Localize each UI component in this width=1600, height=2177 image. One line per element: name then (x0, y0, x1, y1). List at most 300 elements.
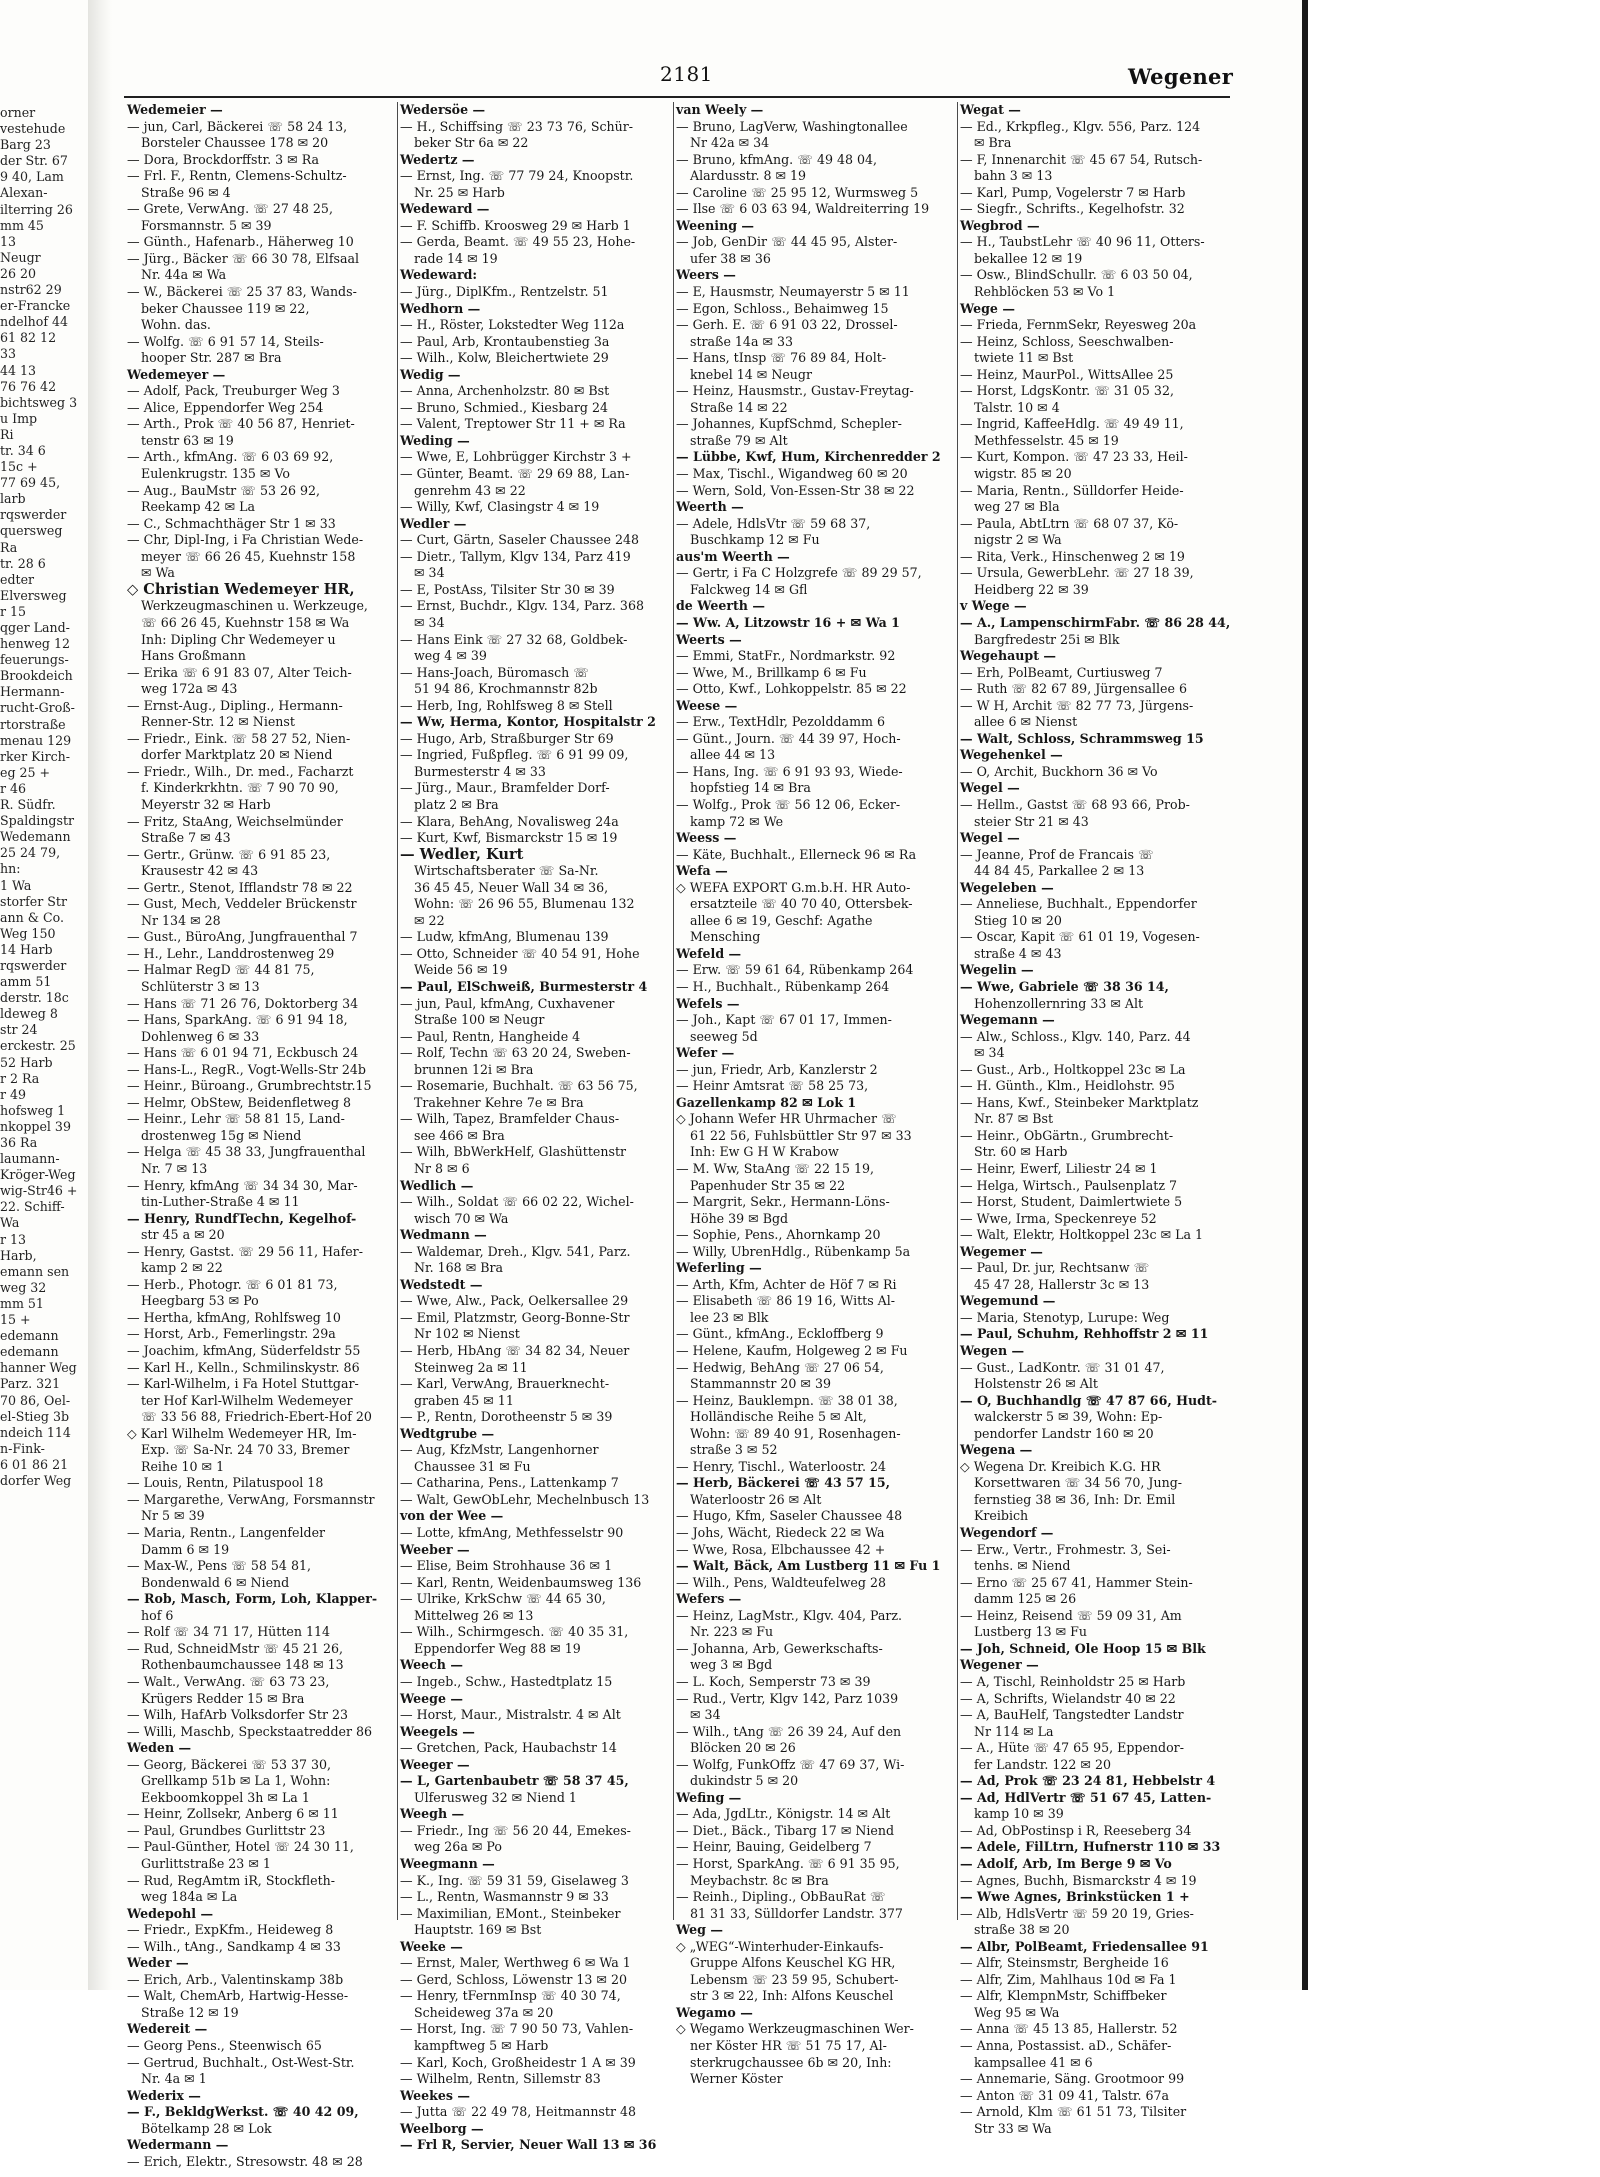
directory-entry: — Hans Eink ☏ 27 32 68, Goldbek- (400, 631, 628, 647)
directory-entry: 81 31 33, Sülldorfer Landstr. 377 (690, 1905, 903, 1921)
directory-entry: — Jürg., DiplKfm., Rentzelstr. 51 (400, 284, 609, 300)
directory-entry: Trakehner Kehre 7e ✉ Bra (414, 1094, 584, 1110)
directory-entry: dukindstr 5 ✉ 20 (690, 1773, 799, 1789)
directory-entry: ter Hof Karl-Wilhelm Wedemeyer (141, 1392, 353, 1408)
directory-entry: damm 125 ✉ 26 (974, 1591, 1077, 1607)
directory-entry: Stieg 10 ✉ 20 (974, 912, 1062, 928)
directory-entry: Heegbarg 53 ✉ Po (141, 1293, 259, 1309)
directory-entry: — Egon, Schloss., Behaimweg 15 (676, 300, 889, 316)
directory-entry: — Günt., kfmAng., Eckloffberg 9 (676, 1326, 884, 1342)
directory-entry: — Erw., TextHdlr, Pezolddamm 6 (676, 714, 885, 730)
directory-entry: — Arth., Prok ☏ 40 56 87, Henriet- (127, 416, 355, 432)
directory-entry: — Paul-Günther, Hotel ☏ 24 30 11, (127, 1839, 354, 1855)
directory-entry: — H., Schiffsing ☏ 23 73 76, Schür- (400, 118, 634, 134)
directory-column-1 (127, 102, 394, 2169)
directory-entry: — Ernst, Ing. ☏ 77 79 24, Knoopstr. (400, 168, 634, 184)
directory-entry: Reihe 10 ✉ 1 (141, 1458, 225, 1474)
directory-entry: — Willy, Kwf, Clasingstr 4 ✉ 19 (400, 499, 600, 515)
previous-page-fragment: str 24 (0, 1022, 38, 1038)
directory-entry: Kreibich (974, 1508, 1029, 1524)
directory-entry: weg 27 ✉ Bla (974, 499, 1060, 515)
directory-entry: — Catharina, Pens., Lattenkamp 7 (400, 1475, 619, 1491)
directory-entry: weg 172a ✉ 43 (141, 681, 238, 697)
directory-entry: — A, Schrifts, Wielandstr 40 ✉ 22 (960, 1690, 1176, 1706)
directory-entry: allee 6 ✉ Nienst (974, 714, 1078, 730)
directory-entry: — Henry, Gastst. ☏ 29 56 11, Hafer- (127, 1243, 363, 1259)
directory-entry: — Wolfg. ☏ 6 91 57 14, Steils- (127, 333, 324, 349)
directory-entry: — Johanna, Arb, Gewerkschafts- (676, 1640, 883, 1656)
directory-entry: — A, Tischl, Reinholdstr 25 ✉ Harb (960, 1673, 1186, 1689)
directory-entry: — W H, Archit ☏ 82 77 73, Jürgens- (960, 697, 1194, 713)
directory-entry: — Rud, SchneidMstr ☏ 45 21 26, (127, 1640, 343, 1656)
directory-entry: — Ed., Krkpfleg., Klgv. 556, Parz. 124 (960, 118, 1201, 134)
directory-entry: sterkrugchaussee 6b ✉ 20, Inh: (690, 2054, 892, 2070)
directory-entry: — Elise, Beim Strohhause 36 ✉ 1 (400, 1558, 613, 1574)
previous-page-fragment: eg 25 + (0, 764, 51, 780)
directory-entry: — Johannes, KupfSchmd, Schepler- (676, 416, 902, 432)
previous-page-fragment: r 15 (0, 603, 27, 619)
directory-entry: — Erich, Arb., Valentinskamp 38b (127, 1971, 344, 1987)
directory-entry: — Gust., LadKontr. ☏ 31 01 47, (960, 1359, 1165, 1375)
directory-entry: ◇ Wegena Dr. Kreibich K.G. HR (960, 1458, 1161, 1474)
directory-entry: ✉ 34 (414, 614, 445, 630)
directory-heading: Wedmann — (400, 1227, 487, 1243)
directory-entry: — Horst, LdgsKontr. ☏ 31 05 32, (960, 383, 1174, 399)
previous-page-fragment: amm 51 (0, 974, 52, 990)
directory-entry: Chaussee 31 ✉ Fu (414, 1458, 531, 1474)
directory-entry: — Henry, tFernmInsp ☏ 40 30 74, (400, 1988, 621, 2004)
directory-entry: — Johs, Wächt, Riedeck 22 ✉ Wa (676, 1525, 885, 1541)
directory-entry: Straße 12 ✉ 19 (141, 2004, 239, 2020)
directory-entry: — Paul, Rentn, Hangheide 4 (400, 1028, 581, 1044)
column-divider (957, 102, 958, 1920)
directory-entry: — Kurt, Kwf, Bismarckstr 15 ✉ 19 (400, 830, 618, 846)
previous-page-strip (0, 105, 86, 1985)
directory-entry: — Chr, Dipl-Ing, i Fa Christian Wede- (127, 532, 364, 548)
directory-entry: — Louis, Rentn, Pilatuspool 18 (127, 1475, 324, 1491)
directory-entry: Weide 56 ✉ 19 (414, 962, 508, 978)
directory-entry: — E, Hausmstr, Neumayerstr 5 ✉ 11 (676, 284, 910, 300)
directory-entry: — Wilh., Soldat ☏ 66 02 22, Wichel- (400, 1194, 634, 1210)
directory-entry: — Wilh., Schirmgesch. ☏ 40 35 31, (400, 1624, 629, 1640)
directory-heading: Gazellenkamp 82 ✉ Lok 1 (676, 1094, 857, 1110)
directory-entry: — Frieda, FernmSekr, Reyesweg 20a (960, 317, 1197, 333)
directory-heading: Wederix — (127, 2087, 201, 2103)
directory-entry: Damm 6 ✉ 19 (141, 1541, 230, 1557)
directory-entry: ersatzteile ☏ 40 70 40, Ottersbek- (690, 896, 913, 912)
directory-heading: — L, Gartenbaubetr ☏ 58 37 45, (400, 1773, 629, 1789)
directory-entry: Heidberg 22 ✉ 39 (974, 581, 1089, 597)
directory-entry: — Karl, Pump, Vogelerstr 7 ✉ Harb (960, 184, 1186, 200)
directory-entry: ner Köster HR ☏ 51 75 17, Al- (690, 2037, 887, 2053)
directory-entry: — Wilh., tAng ☏ 26 39 24, Auf den (676, 1723, 902, 1739)
previous-page-fragment: 22. Schiff- (0, 1199, 65, 1215)
directory-entry: hopfstieg 14 ✉ Bra (690, 780, 811, 796)
previous-page-fragment: mm 45 (0, 217, 44, 233)
directory-heading: Weelborg — (400, 2120, 484, 2136)
directory-entry: — Günter, Beamt. ☏ 29 69 88, Lan- (400, 466, 630, 482)
directory-heading: — Wedler, Kurt (400, 845, 524, 863)
directory-entry: Nr. 223 ✉ Fu (690, 1624, 774, 1640)
directory-entry: — Walt, Elektr, Holtkoppel 23c ✉ La 1 (960, 1227, 1204, 1243)
directory-entry: — jun, Paul, kfmAng, Cuxhavener (400, 995, 615, 1011)
directory-heading: — F., BekldgWerkst. ☏ 40 42 09, (127, 2104, 359, 2120)
directory-entry: — A., Hüte ☏ 47 65 95, Eppendor- (960, 1740, 1184, 1756)
directory-entry: — Friedr., ExpKfm., Heideweg 8 (127, 1922, 334, 1938)
previous-page-fragment: feuerungs- (0, 652, 69, 668)
directory-heading: Wefels — (676, 995, 740, 1011)
previous-page-fragment: storfer Str (0, 893, 67, 909)
directory-entry: Bondenwald 6 ✉ Niend (141, 1574, 290, 1590)
directory-entry: Forsmannstr. 5 ✉ 39 (141, 217, 272, 233)
directory-heading: Wegehenkel — (960, 747, 1063, 763)
previous-page-fragment: 9 40, Lam (0, 169, 64, 185)
directory-entry: — Gerh. E. ☏ 6 91 03 22, Drossel- (676, 317, 898, 333)
directory-heading: Wegamo — (676, 2004, 753, 2020)
directory-entry: 45 47 28, Hallerstr 3c ✉ 13 (974, 1276, 1150, 1292)
directory-entry: meyer ☏ 66 26 45, Kuehnstr 158 (141, 548, 356, 564)
directory-entry: — Lotte, kfmAng, Methfesselstr 90 (400, 1525, 624, 1541)
directory-entry: Blöcken 20 ✉ 26 (690, 1740, 796, 1756)
directory-entry: — Margrit, Sekr., Hermann-Löns- (676, 1194, 890, 1210)
directory-heading: Weese — (676, 697, 738, 713)
directory-entry: — Helga ☏ 45 38 33, Jungfrauenthal (127, 1144, 366, 1160)
page-gutter (88, 0, 112, 1990)
directory-entry: — Gretchen, Pack, Haubachstr 14 (400, 1740, 617, 1756)
directory-heading: van Weely — (676, 102, 764, 117)
directory-entry: Str. 60 ✉ Harb (974, 1144, 1068, 1160)
directory-entry: — Ingried, Fußpfleg. ☏ 6 91 99 09, (400, 747, 629, 763)
directory-entry: Straße 96 ✉ 4 (141, 184, 231, 200)
column-divider (397, 102, 398, 1920)
previous-page-fragment: u Imp (0, 410, 38, 426)
previous-page-fragment: Alexan- (0, 185, 48, 201)
directory-entry: — Gerda, Beamt. ☏ 49 55 23, Hohe- (400, 234, 636, 250)
directory-entry: — Rolf, Techn ☏ 63 20 24, Sweben- (400, 1045, 631, 1061)
directory-entry: — Reinh., Dipling., ObBauRat ☏ (676, 1889, 886, 1905)
directory-entry: — Adolf, Pack, Treuburger Weg 3 (127, 383, 340, 399)
directory-entry: kamp 2 ✉ 22 (141, 1260, 223, 1276)
directory-entry: str 3 ✉ 22, Inh: Alfons Keuschel (690, 1988, 894, 2004)
directory-heading: — Ad, Prok ☏ 23 24 81, Hebbelstr 4 (960, 1773, 1216, 1789)
directory-entry: straße 3 ✉ 52 (690, 1442, 778, 1458)
directory-entry: — Horst, Maur., Mistralstr. 4 ✉ Alt (400, 1707, 621, 1723)
previous-page-fragment: 26 20 (0, 265, 37, 281)
directory-entry: wisch 70 ✉ Wa (414, 1210, 509, 1226)
directory-entry: rade 14 ✉ 19 (414, 250, 498, 266)
directory-heading: Wefeld — (676, 945, 742, 961)
directory-entry: — Hugo, Arb, Straßburger Str 69 (400, 730, 614, 746)
previous-page-fragment: ldeweg 8 (0, 1006, 58, 1022)
directory-entry: — Hans, SparkAng. ☏ 6 91 94 18, (127, 1012, 348, 1028)
directory-entry: — Wilh., Pens, Waldteufelweg 28 (676, 1574, 886, 1590)
directory-entry: walckerstr 5 ✉ 39, Wohn: Ep- (974, 1409, 1163, 1425)
directory-entry: — Erno ☏ 25 67 41, Hammer Stein- (960, 1574, 1193, 1590)
directory-entry: — Alb, HdlsVertr ☏ 59 20 19, Gries- (960, 1905, 1194, 1921)
previous-page-fragment: 77 69 45, (0, 475, 61, 491)
directory-entry: — Wwe, Rosa, Elbchaussee 42 + (676, 1541, 886, 1557)
directory-entry: — Wwe, Alw., Pack, Oelkersallee 29 (400, 1293, 629, 1309)
directory-heading: Wedereit — (127, 2021, 208, 2037)
directory-heading: Wedler — (400, 515, 467, 531)
directory-entry: — Emmi, StatFr., Nordmarkstr. 92 (676, 648, 896, 664)
directory-entry: ◇ WEFA EXPORT G.m.b.H. HR Auto- (676, 879, 911, 895)
directory-heading: Wedermann — (127, 2137, 229, 2153)
directory-entry: Dohlenweg 6 ✉ 33 (141, 1028, 260, 1044)
directory-entry: — Heinz, LagMstr., Klgv. 404, Parz. (676, 1607, 903, 1623)
previous-page-fragment: der Str. 67 (0, 153, 68, 169)
directory-heading: Weegh — (400, 1806, 465, 1822)
directory-entry: Str 33 ✉ Wa (974, 2120, 1052, 2136)
directory-entry: Scheideweg 37a ✉ 20 (414, 2004, 554, 2020)
directory-entry: 44 84 45, Parkallee 2 ✉ 13 (974, 863, 1145, 879)
directory-entry: — Agnes, Buchh, Bismarckstr 4 ✉ 19 (960, 1872, 1197, 1888)
directory-entry: 51 94 86, Krochmannstr 82b (414, 681, 598, 697)
directory-entry: — Dora, Brockdorffstr. 3 ✉ Ra (127, 151, 319, 167)
previous-page-fragment: nstr62 29 (0, 282, 62, 298)
directory-entry: — M. Ww, StaAng ☏ 22 15 19, (676, 1161, 875, 1176)
previous-page-fragment: r 46 (0, 780, 27, 796)
directory-entry: — Anna, Archenholzstr. 80 ✉ Bst (400, 383, 610, 399)
directory-entry: straße 79 ✉ Alt (690, 432, 788, 448)
previous-page-fragment: Barg 23 (0, 137, 51, 153)
previous-page-fragment: weg 32 (0, 1279, 47, 1295)
previous-page-fragment: Spaldingstr (0, 813, 75, 829)
previous-page-fragment: vestehude (0, 121, 66, 137)
previous-page-fragment: 44 13 (0, 362, 37, 378)
previous-page-fragment: ndeich 114 (0, 1424, 71, 1440)
directory-entry: — Aug, KfzMstr, Langenhorner (400, 1442, 599, 1458)
directory-heading: ◇ Christian Wedemeyer HR, (127, 580, 355, 598)
previous-page-fragment: 13 (0, 233, 17, 249)
previous-page-fragment: Parz. 321 (0, 1376, 61, 1392)
directory-entry: Nr 114 ✉ La (974, 1723, 1054, 1739)
directory-entry: — Paul, Arb, Krontaubenstieg 3a (400, 333, 610, 349)
directory-entry: Alardusstr. 8 ✉ 19 (690, 168, 807, 184)
directory-heading: Wedepohl — (127, 1905, 214, 1921)
previous-page-fragment: 25 24 79, (0, 845, 61, 861)
directory-heading: Wedertz — (400, 151, 475, 167)
directory-entry: Nr 42a ✉ 34 (690, 135, 770, 151)
directory-entry: allee 44 ✉ 13 (690, 747, 776, 763)
directory-entry: — Aug., BauMstr ☏ 53 26 92, (127, 482, 321, 498)
directory-entry: — Wilh, HafArb Volksdorfer Str 23 (127, 1707, 349, 1723)
directory-heading: — Adolf, Arb, Im Berge 9 ✉ Vo (960, 1855, 1172, 1871)
directory-heading: Weeber — (400, 1541, 470, 1557)
directory-entry: Buschkamp 12 ✉ Fu (690, 532, 820, 548)
directory-entry: — Henry, kfmAng ☏ 34 34 30, Mar- (127, 1177, 358, 1193)
directory-entry: — Waldemar, Dreh., Klgv. 541, Parz. (400, 1243, 631, 1259)
directory-entry: 61 22 56, Fuhlsbüttler Str 97 ✉ 33 (690, 1127, 912, 1143)
directory-entry: Talstr. 10 ✉ 4 (974, 399, 1060, 415)
previous-page-fragment: r 2 Ra (0, 1070, 40, 1086)
directory-entry: Borsteler Chaussee 178 ✉ 20 (141, 135, 329, 151)
directory-entry: — Heinr Amtsrat ☏ 58 25 73, (676, 1078, 869, 1094)
directory-heading: — Wwe, Gabriele ☏ 38 36 14, (960, 978, 1169, 994)
directory-entry: Schlüterstr 3 ✉ 13 (141, 978, 260, 994)
directory-entry: twiete 11 ✉ Bst (974, 350, 1074, 366)
directory-entry: Renner-Str. 12 ✉ Nienst (141, 714, 295, 730)
directory-entry: — Rita, Verk., Hinschenweg 2 ✉ 19 (960, 548, 1185, 564)
directory-entry: Krausestr 42 ✉ 43 (141, 863, 259, 879)
directory-entry: — Anneliese, Buchhalt., Eppendorfer (960, 896, 1197, 912)
directory-entry: weg 26a ✉ Po (414, 1839, 502, 1855)
directory-entry: graben 45 ✉ 11 (414, 1392, 514, 1408)
directory-entry: — E, PostAss, Tilsiter Str 30 ✉ 39 (400, 581, 615, 597)
previous-page-fragment: mm 51 (0, 1295, 44, 1311)
previous-page-fragment: henweg 12 (0, 636, 70, 652)
previous-page-fragment: n-Fink- (0, 1440, 45, 1456)
directory-entry: — Ulrike, KrkSchw ☏ 44 65 30, (400, 1591, 606, 1607)
directory-heading: Wefa — (676, 863, 728, 879)
directory-entry: — Jutta ☏ 22 49 78, Heitmannstr 48 (400, 2104, 636, 2120)
directory-entry: Werner Köster (690, 2071, 783, 2087)
directory-heading: Wedstedt — (400, 1276, 483, 1292)
previous-page-fragment: rtorstraße (0, 716, 66, 732)
directory-entry: Bargfredestr 25i ✉ Blk (974, 631, 1120, 647)
directory-heading: Wefer — (676, 1045, 735, 1061)
directory-heading: Wefing — (676, 1789, 742, 1805)
directory-entry: Straße 100 ✉ Neugr (414, 1012, 545, 1028)
previous-page-fragment: 76 76 42 (0, 378, 57, 394)
previous-page-fragment: er-Francke (0, 298, 71, 314)
directory-entry: bekallee 12 ✉ 19 (974, 250, 1083, 266)
directory-entry: Weg 95 ✉ Wa (974, 2004, 1060, 2020)
directory-heading: Weeke — (400, 1938, 463, 1954)
directory-heading: Weferling — (676, 1260, 762, 1276)
directory-entry: — Georg, Bäckerei ☏ 53 37 30, (127, 1756, 332, 1772)
directory-entry: — Rud., Vertr, Klgv 142, Parz 1039 (676, 1690, 899, 1706)
directory-entry: — Arth, Kfm, Achter de Höf 7 ✉ Ri (676, 1276, 897, 1292)
header-rule (124, 96, 1230, 98)
directory-entry: — Arth., kfmAng. ☏ 6 03 69 92, (127, 449, 334, 465)
directory-entry: fernstieg 38 ✉ 36, Inh: Dr. Emil (974, 1491, 1176, 1507)
directory-heading: Wegener — (960, 1657, 1039, 1673)
previous-page-fragment: edemann (0, 1344, 59, 1360)
directory-entry: — Erika ☏ 6 91 83 07, Alter Teich- (127, 664, 352, 680)
directory-entry: Mensching (690, 929, 761, 945)
directory-entry: — Wwe, M., Brillkamp 6 ✉ Fu (676, 664, 867, 680)
directory-entry: Nr. 87 ✉ Bst (974, 1111, 1054, 1127)
directory-entry: — Diet., Bäck., Tibarg 17 ✉ Niend (676, 1822, 895, 1838)
scan-background (1308, 0, 1600, 2177)
directory-entry: hooper Str. 287 ✉ Bra (141, 350, 282, 366)
directory-entry: Lebensm ☏ 23 59 95, Schubert- (690, 1971, 899, 1987)
directory-heading: — Ww, Herma, Kontor, Hospitalstr 2 (400, 714, 656, 730)
directory-entry: — Sophie, Pens., Ahornkamp 20 (676, 1227, 881, 1243)
directory-entry: — Frl. F., Rentn, Clemens-Schultz- (127, 168, 347, 184)
directory-entry: 36 45 45, Neuer Wall 34 ✉ 36, (414, 879, 609, 895)
previous-page-fragment: 14 Harb (0, 941, 53, 957)
directory-entry: — Heinz, Reisend ☏ 59 09 31, Am (960, 1607, 1182, 1623)
directory-entry: — Heinr, Ewerf, Liliestr 24 ✉ 1 (960, 1161, 1158, 1176)
previous-page-fragment: rucht-Groß- (0, 700, 75, 716)
directory-entry: Rothenbaumchaussee 148 ✉ 13 (141, 1657, 344, 1673)
directory-heading: Wedtgrube — (400, 1425, 495, 1441)
directory-entry: ◇ „WEG“-Winterhuder-Einkaufs- (676, 1938, 884, 1954)
previous-page-fragment: laumann- (0, 1151, 60, 1167)
directory-heading: Wegendorf — (960, 1525, 1054, 1541)
directory-entry: — Heinz, Bauklempn. ☏ 38 01 38, (676, 1392, 898, 1408)
directory-heading: Wegel — (960, 830, 1020, 846)
previous-page-fragment: 36 Ra (0, 1135, 38, 1150)
directory-heading: Weers — (676, 267, 736, 283)
directory-entry: Holstenstr 26 ✉ Alt (974, 1376, 1098, 1392)
directory-entry: — Wilh, BbWerkHelf, Glashüttenstr (400, 1144, 627, 1160)
directory-entry: Nr. 7 ✉ 13 (141, 1161, 208, 1176)
directory-entry: Nr. 25 ✉ Harb (414, 184, 505, 200)
previous-page-fragment: erckestr. 25 (0, 1038, 76, 1054)
directory-entry: — Gust., BüroAng, Jungfrauenthal 7 (127, 929, 358, 945)
directory-entry: — Rud, RegAmtm iR, Stockfleth- (127, 1872, 336, 1888)
previous-page-fragment: 15c + (0, 459, 38, 475)
directory-entry: — Grete, VerwAng. ☏ 27 48 25, (127, 201, 333, 217)
directory-entry: — Bruno, LagVerw, Washingtonallee (676, 118, 908, 134)
directory-heading: — Rob, Masch, Form, Loh, Klapper- (127, 1591, 378, 1607)
directory-entry: bahn 3 ✉ 13 (974, 168, 1053, 184)
directory-heading: de Weerth — (676, 598, 765, 614)
directory-entry: — Elisabeth ☏ 86 19 16, Witts Al- (676, 1293, 896, 1309)
directory-entry: — Bruno, kfmAng. ☏ 49 48 04, (676, 151, 878, 167)
directory-entry: — Heinz, Hausmstr., Gustav-Freytag- (676, 383, 914, 399)
directory-entry: Nr 102 ✉ Nienst (414, 1326, 520, 1342)
directory-entry: Straße 7 ✉ 43 (141, 830, 231, 846)
directory-entry: Wirtschaftsberater ☏ Sa-Nr. (414, 863, 599, 879)
directory-entry: — Ernst, Buchdr., Klgv. 134, Parz. 368 (400, 598, 644, 614)
directory-entry: — Gertr, i Fa C Holzgrefe ☏ 89 29 57, (676, 565, 922, 581)
directory-entry: drostenweg 15g ✉ Niend (141, 1127, 302, 1143)
directory-entry: — Osw., BlindSchullr. ☏ 6 03 50 04, (960, 267, 1193, 283)
directory-entry: — Heinz, Schloss, Seeschwalben- (960, 333, 1174, 349)
directory-entry: — Käte, Buchhalt., Ellerneck 96 ✉ Ra (676, 846, 917, 862)
directory-entry: — Friedr., Wilh., Dr. med., Facharzt (127, 763, 354, 779)
directory-entry: fer Landstr. 122 ✉ 20 (974, 1756, 1111, 1772)
directory-heading: Wedhorn — (400, 300, 481, 316)
directory-entry: weg 4 ✉ 39 (414, 648, 487, 664)
directory-entry: Gurlittstraße 23 ✉ 1 (141, 1855, 271, 1871)
directory-entry: — Günt., Journ. ☏ 44 39 97, Hoch- (676, 730, 901, 746)
directory-entry: steier Str 21 ✉ 43 (974, 813, 1089, 829)
directory-entry: weg 3 ✉ Bgd (690, 1657, 773, 1673)
directory-entry: — Joachim, kfmAng, Süderfeldstr 55 (127, 1343, 361, 1359)
directory-entry: — Rolf ☏ 34 71 17, Hütten 114 (127, 1624, 331, 1640)
directory-entry: pendorfer Landstr 160 ✉ 20 (974, 1425, 1154, 1441)
previous-page-fragment: 1 Wa (0, 877, 32, 893)
directory-entry: Lustberg 13 ✉ Fu (974, 1624, 1088, 1640)
directory-entry: — Gertrud, Buchhalt., Ost-West-Str. (127, 2054, 355, 2070)
directory-heading: aus'm Weerth — (676, 548, 790, 564)
directory-column-2 (400, 102, 670, 2153)
directory-heading: von der Wee — (400, 1508, 504, 1524)
directory-entry: — Ingrid, KaffeeHdlg. ☏ 49 49 11, (960, 416, 1184, 432)
previous-page-fragment: emann sen (0, 1263, 70, 1279)
directory-heading: Wegemann — (960, 1012, 1055, 1028)
directory-heading: — Walt, Schloss, Schrammsweg 15 (960, 730, 1204, 746)
directory-entry: — Anton ☏ 31 09 41, Talstr. 67a (960, 2087, 1170, 2103)
directory-entry: straße 4 ✉ 43 (974, 945, 1062, 961)
directory-heading: v Wege — (960, 598, 1027, 614)
directory-entry: — K., Ing. ☏ 59 31 59, Giselaweg 3 (400, 1872, 629, 1888)
directory-entry: — Anna, Postassist. aD., Schäfer- (960, 2037, 1172, 2053)
directory-heading: Weden — (127, 1740, 192, 1756)
directory-entry: — L., Rentn, Wasmannstr 9 ✉ 33 (400, 1889, 609, 1905)
directory-entry: — C., Schmachthäger Str 1 ✉ 33 (127, 515, 336, 531)
directory-entry: — Ernst, Maler, Werthweg 6 ✉ Wa 1 (400, 1955, 631, 1971)
directory-entry: knebel 14 ✉ Neugr (690, 366, 812, 382)
directory-entry: — Alice, Eppendorfer Weg 254 (127, 399, 324, 415)
directory-entry: — Karl-Wilhelm, i Fa Hotel Stuttgar- (127, 1376, 359, 1392)
directory-entry: — Karl, Koch, Großheidestr 1 A ✉ 39 (400, 2054, 636, 2070)
